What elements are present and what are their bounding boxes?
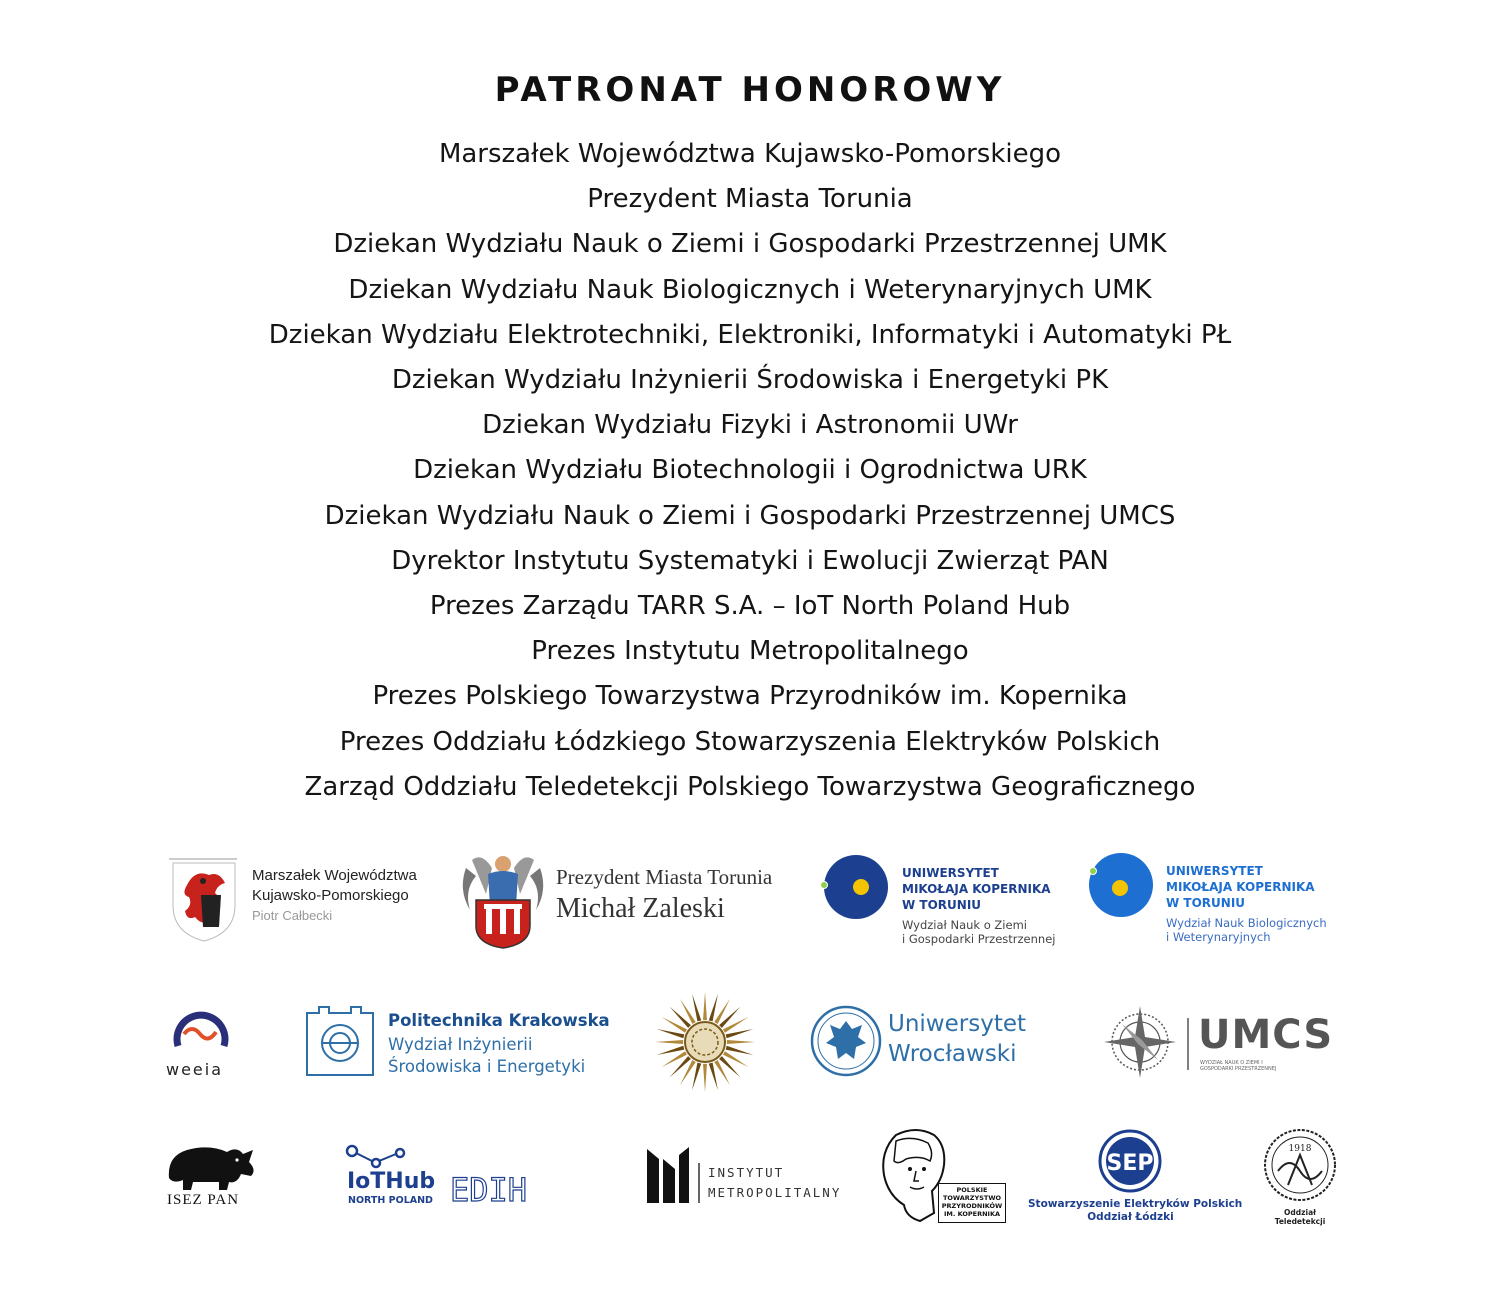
patron-item: Prezydent Miasta Torunia xyxy=(587,184,913,215)
logo-umk-nozgp xyxy=(818,855,1068,950)
logo-instytut-metropolitalny xyxy=(645,1145,842,1205)
logo-torun xyxy=(458,850,788,950)
patron-list xyxy=(0,132,1500,810)
castle-gate-icon xyxy=(305,1005,375,1077)
ptp-name: POLSKIE TOWARZYSTWO PRZYRODNIKÓW IM. KOPERNIKA xyxy=(941,1186,1003,1218)
logo-ptg xyxy=(1260,1125,1340,1230)
torun-line1: Prezydent Miasta Torunia xyxy=(556,865,773,889)
patron-item: Prezes Oddziału Łódzkiego Stowarzyszenia Elektryków Polskich xyxy=(339,726,1161,757)
logo-ptp xyxy=(876,1125,1008,1227)
marszalek-line2: Kujawsko-Pomorskiego xyxy=(252,887,409,904)
logo-umcs xyxy=(1100,1000,1334,1085)
sunburst-petal xyxy=(703,1064,707,1092)
uwr-name: Uniwersytet Wrocławski xyxy=(888,1011,1026,1067)
sunburst-emblem-icon xyxy=(653,990,757,1094)
umk2-faculty: Wydział Nauk Biologicznych i Weterynaryjnych xyxy=(1166,916,1327,944)
page-title: PATRONAT HONOROWY xyxy=(494,70,1006,110)
sep-mark: SEP xyxy=(1106,1151,1154,1176)
umk2-name: UNIWERSYTET MIKOŁAJA KOPERNIKA W TORUNIU xyxy=(1166,864,1315,910)
marszalek-signature: Piotr Całbecki xyxy=(252,908,333,923)
iot-name: IoTHub xyxy=(347,1169,436,1194)
compass-rose-icon xyxy=(1100,1000,1190,1085)
sunburst-petal xyxy=(726,1046,754,1055)
patron-item: Dziekan Wydziału Biotechnologii i Ogrodnictwa URK xyxy=(413,455,1087,486)
sunburst-petal xyxy=(709,1063,718,1091)
patron-item: Dziekan Wydziału Nauk Biologicznych i Weterynaryjnych UMK xyxy=(348,274,1152,305)
logo-uniwersytet-wroclawski xyxy=(808,1003,1038,1081)
sunburst-petal xyxy=(670,1056,691,1077)
sunburst-petal xyxy=(657,1029,685,1038)
patron-item: Prezes Polskiego Towarzystwa Przyrodników im. Kopernika xyxy=(372,681,1128,712)
logo-umk-nbiw xyxy=(1085,853,1335,948)
ptg-name: Oddział Teledetekcji xyxy=(1274,1208,1326,1226)
sunburst-petal xyxy=(692,1063,701,1091)
pk-name: Politechnika Krakowska xyxy=(388,1011,610,1030)
rhino-icon xyxy=(165,1140,260,1192)
sunburst-petal xyxy=(726,1029,754,1038)
umcs-faculty: WYDZIAŁ NAUK O ZIEMI I GOSPODARKI PRZESTRZENNEJ xyxy=(1200,1060,1277,1072)
umcs-name: UMCS xyxy=(1198,1012,1334,1058)
sunburst-petal xyxy=(719,1007,740,1028)
sep-line2: Oddział Łódzki xyxy=(1087,1211,1174,1223)
im-line1: INSTYTUT xyxy=(708,1165,785,1180)
logo-marszalek xyxy=(165,855,435,950)
logo-iot-hub xyxy=(342,1143,547,1213)
sunburst-petal xyxy=(719,1056,740,1077)
sunburst-petal xyxy=(692,994,701,1022)
sunburst-petal xyxy=(703,992,707,1020)
isez-name: ISEZ PAN xyxy=(167,1192,240,1208)
logo-politechnika-krakowska xyxy=(305,1005,615,1080)
patron-item: Dziekan Wydziału Fizyki i Astronomii UWr xyxy=(482,410,1018,441)
patron-item: Prezes Instytutu Metropolitalnego xyxy=(531,636,969,667)
sep-line1: Stowarzyszenie Elektryków Polskich xyxy=(1028,1198,1243,1210)
edih-mark: EDIH xyxy=(450,1171,528,1209)
logo-sep xyxy=(1028,1128,1243,1228)
umk1-faculty: Wydział Nauk o Ziemi i Gospodarki Przestrzennej xyxy=(902,918,1056,946)
umk-sun-icon xyxy=(818,855,898,935)
patron-item: Dziekan Wydziału Nauk o Ziemi i Gospodarki Przestrzennej UMCS xyxy=(324,500,1176,531)
eagle-seal-icon xyxy=(808,1003,884,1079)
ptg-seal-icon xyxy=(1260,1125,1340,1207)
patron-item: Zarząd Oddziału Teledetekcji Polskiego Towarzystwa Geograficznego xyxy=(304,771,1196,802)
sep-seal-icon xyxy=(1028,1128,1233,1196)
patron-item: Dziekan Wydziału Inżynierii Środowiska i Energetyki PK xyxy=(391,365,1109,396)
sunburst-petal xyxy=(670,1007,691,1028)
m-bars-icon xyxy=(645,1145,705,1205)
weeia-text: weeia xyxy=(166,1060,224,1079)
sunburst-petal xyxy=(709,994,718,1022)
iot-sub: NORTH POLAND xyxy=(348,1195,433,1206)
patron-item: Dziekan Wydziału Nauk o Ziemi i Gospodarki Przestrzennej UMK xyxy=(333,229,1167,260)
marszalek-line1: Marszałek Województwa xyxy=(252,867,417,884)
weeia-arc-icon xyxy=(162,1000,242,1060)
im-line2: METROPOLITALNY xyxy=(708,1185,842,1200)
patron-item: Marszałek Województwa Kujawsko-Pomorskiego xyxy=(438,139,1062,169)
logo-isez-pan xyxy=(165,1140,260,1212)
logo-urk xyxy=(653,990,757,1094)
torun-line2: Michał Zaleski xyxy=(556,893,725,924)
patron-item: Dyrektor Instytutu Systematyki i Ewolucji Zwierząt PAN xyxy=(391,545,1109,576)
patron-item: Prezes Zarządu TARR S.A. – IoT North Poland Hub xyxy=(429,591,1071,622)
umk-sun-icon xyxy=(1085,853,1165,933)
ptg-year: 1918 xyxy=(1288,1144,1312,1154)
logo-weeia xyxy=(162,1000,242,1085)
torun-coat-of-arms-icon xyxy=(458,850,548,950)
sunburst-petal xyxy=(657,1046,685,1055)
sunburst-petal xyxy=(727,1040,755,1044)
umk1-name: UNIWERSYTET MIKOŁAJA KOPERNIKA W TORUNIU xyxy=(902,866,1051,912)
patron-item: Dziekan Wydziału Elektrotechniki, Elektroniki, Informatyki i Automatyki PŁ xyxy=(268,319,1232,350)
griffin-crest-icon xyxy=(165,855,245,945)
sunburst-petal xyxy=(655,1040,683,1044)
pk-faculty: Wydział Inżynierii Środowiska i Energetyki xyxy=(388,1035,586,1076)
